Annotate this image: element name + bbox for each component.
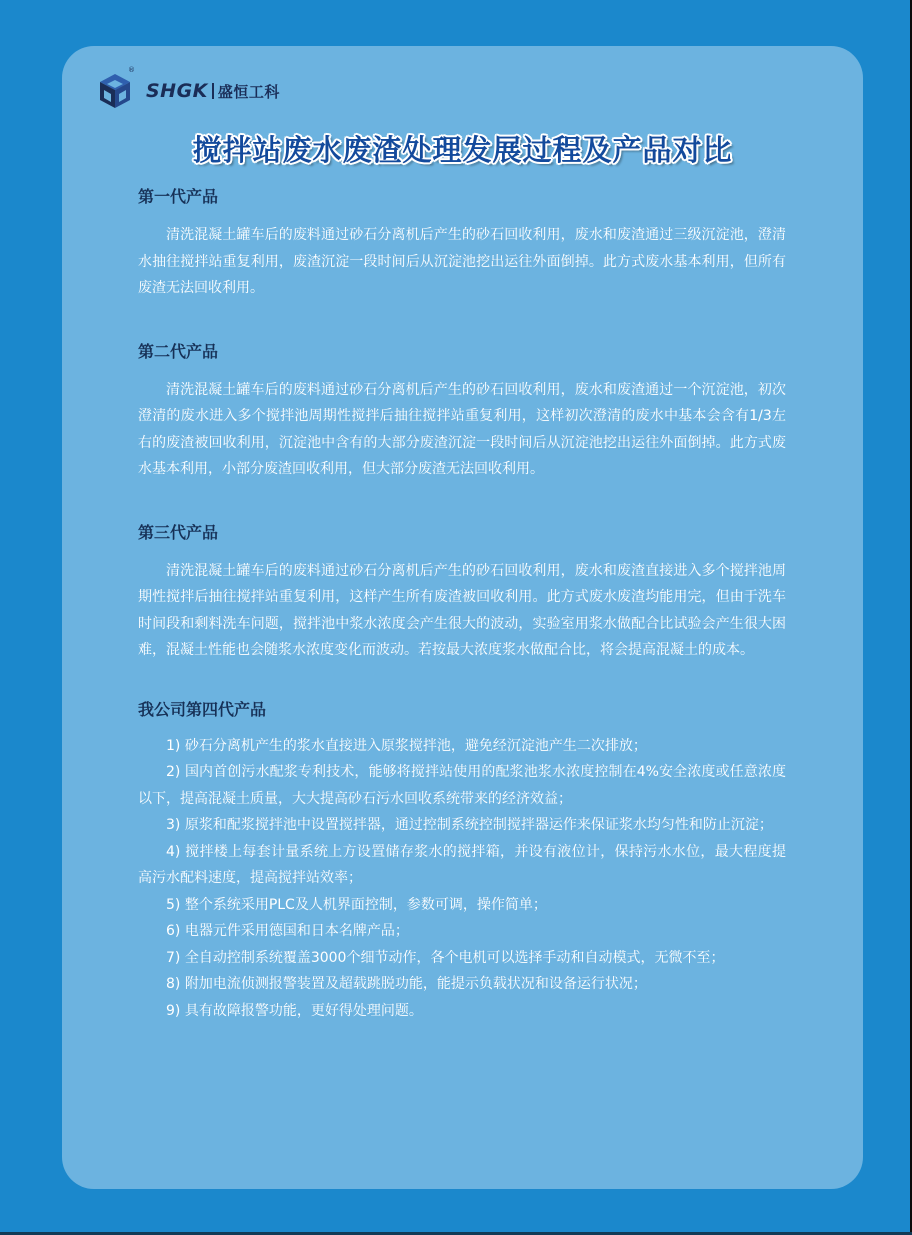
section-paragraph: 清洗混凝土罐车后的废料通过砂石分离机后产生的砂石回收利用，废水和废渣通过三级沉淀池，澄清水抽往搅拌站重复利用，废渣沉淀一段时间后从沉淀池挖出运往外面倒掉。此方式废水基本利用，但所有废渣无法回收利用。 bbox=[138, 227, 786, 296]
feature-item: 8) 附加电流侦测报警装置及超载跳脱功能，能提示负载状况和设备运行状况； bbox=[166, 976, 647, 992]
section-heading: 我公司第四代产品 bbox=[138, 699, 267, 719]
feature-item: 6) 电器元件采用德国和日本名牌产品； bbox=[166, 923, 409, 939]
section-paragraph: 清洗混凝土罐车后的废料通过砂石分离机后产生的砂石回收利用，废水和废渣通过一个沉淀池，初次澄清的废水进入多个搅拌池周期性搅拌后抽往搅拌站重复利用，这样初次澄清的废水中基本会含有1/3左右的废渣被回收利用，沉淀池中含有的大部分废渣沉淀一段时间后从沉淀池挖出运往外面倒掉。此方式废水基本利用，小部分废渣回收利用，但大部分废渣无法回收利用。 bbox=[138, 381, 786, 477]
feature-item: 3) 原浆和配浆搅拌池中设置搅拌器，通过控制系统控制搅拌器运作来保证浆水均匀性和防止沉淀； bbox=[166, 817, 773, 833]
feature-item: 5) 整个系统采用PLC及人机界面控制，参数可调，操作简单； bbox=[166, 896, 547, 913]
section-third-generation bbox=[138, 520, 786, 664]
cube-logo-icon bbox=[94, 66, 136, 112]
logo-brand-cn: 盛恒工科 bbox=[217, 82, 280, 101]
feature-item: 2) 国内首创污水配浆专利技术，能够将搅拌站使用的配浆池浆水浓度控制在4%安全浓度或任意浓度以下，提高混凝土质量，大大提高砂石污水回收系统带来的经济效益； bbox=[138, 764, 786, 807]
feature-item: 7) 全自动控制系统覆盖3000个细节动作，各个电机可以选择手动和自动模式，无微不至； bbox=[166, 949, 725, 966]
page-title: 搅拌站废水废渣处理发展过程及产品对比 bbox=[192, 133, 733, 167]
logo-brand-en: SHGK bbox=[146, 80, 208, 102]
feature-item: 1) 砂石分离机产生的浆水直接进入原浆搅拌池，避免经沉淀池产生二次排放； bbox=[166, 737, 647, 754]
section-paragraph: 清洗混凝土罐车后的废料通过砂石分离机后产生的砂石回收利用，废水和废渣直接进入多个搅拌池周期性搅拌后抽往搅拌站重复利用，这样产生所有废渣被回收利用。此方式废水废渣均能用完，但由于洗车时间段和剩料洗车问题，搅拌池中浆水浓度会产生很大的波动，实验室用浆水做配合比试验会产生很大困难，混凝土性能也会随浆水浓度变化而波动。若按最大浓度浆水做配合比，将会提高混凝土的成本。 bbox=[138, 562, 786, 658]
section-heading: 第二代产品 bbox=[138, 341, 219, 361]
feature-list bbox=[138, 733, 786, 1025]
logo-separator bbox=[212, 83, 214, 99]
article-body bbox=[138, 184, 786, 1024]
feature-item: 9) 具有故障报警功能，更好得处理问题。 bbox=[166, 1002, 423, 1019]
section-second-generation bbox=[138, 339, 786, 483]
company-logo bbox=[94, 66, 280, 112]
logo-text bbox=[146, 80, 280, 102]
section-heading: 第一代产品 bbox=[138, 187, 219, 206]
content-card bbox=[62, 46, 863, 1189]
section-first-generation bbox=[138, 184, 786, 302]
section-heading: 第三代产品 bbox=[138, 522, 219, 542]
section-fourth-generation bbox=[138, 697, 786, 1025]
registered-mark: ® bbox=[128, 66, 135, 74]
feature-item: 4) 搅拌楼上每套计量系统上方设置储存浆水的搅拌箱，并设有液位计，保持污水水位，最大程度提高污水配料速度，提高搅拌站效率； bbox=[138, 843, 786, 886]
